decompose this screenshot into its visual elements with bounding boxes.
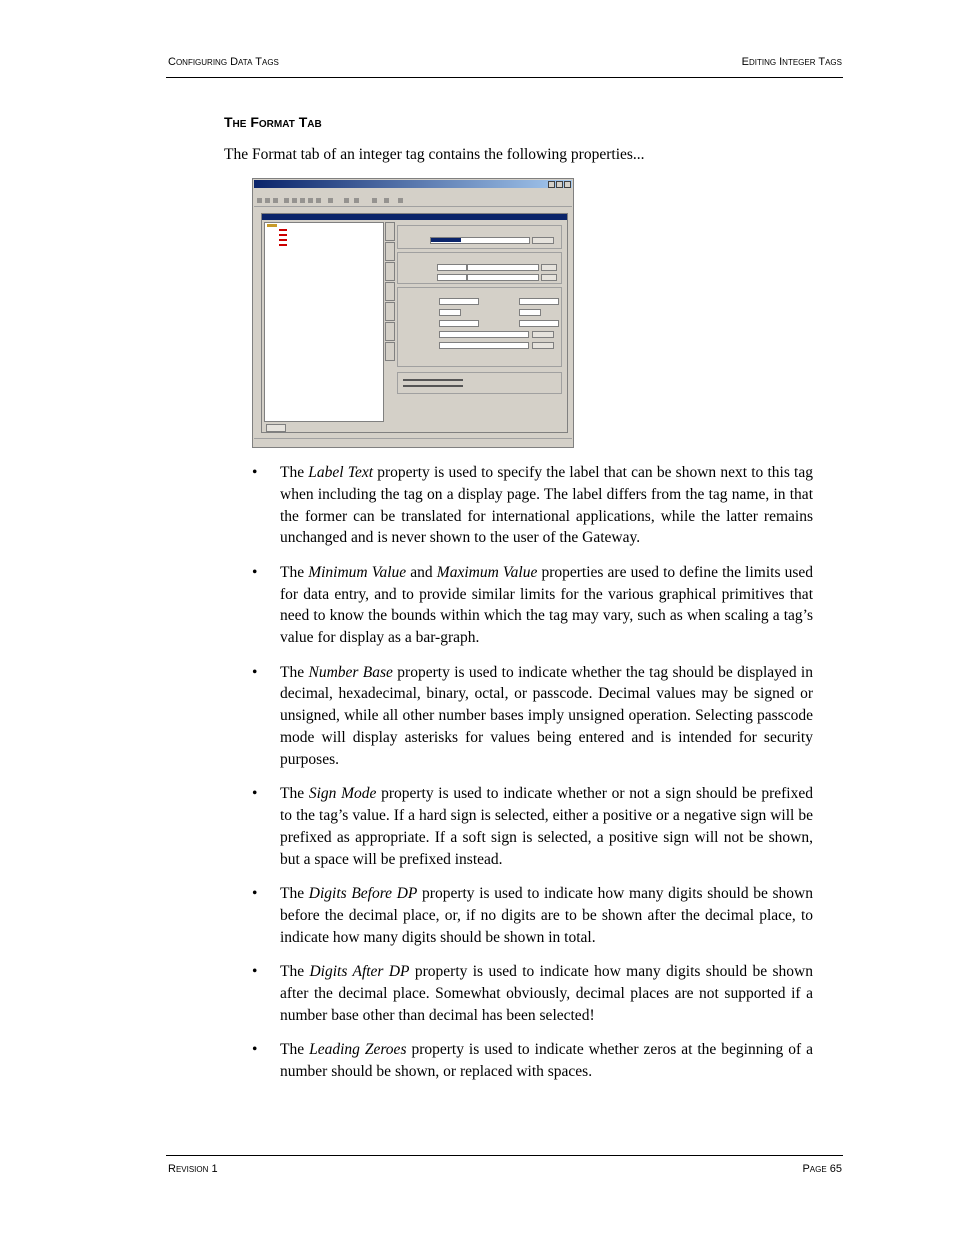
section-title: The Format Tab (224, 114, 322, 130)
property-list (252, 462, 813, 1095)
list-item: • The Digits Before DP property is used to indicate how many digits should be shown before the decimal place, or, if no digits are to be shown after the decimal place, to indicate how many digits should be shown in total. (252, 883, 813, 948)
list-item: • The Digits After DP property is used to indicate how many digits should be shown after the decimal place. Somewhat obviously, decimal places are not supported if a number base other than decimal has been selected! (252, 961, 813, 1026)
translate-button (532, 237, 554, 244)
tag-tree (264, 222, 384, 422)
examples-group (397, 372, 562, 394)
list-item: • The Leading Zeroes property is used to indicate whether zeros at the beginning of a number should be shown, or replaced with spaces. (252, 1039, 813, 1083)
format-form (397, 222, 562, 422)
header-rule (166, 77, 843, 78)
vertical-tabs (385, 222, 395, 362)
footer-page-number: Page 65 (802, 1163, 842, 1175)
list-item: • The Minimum Value and Maximum Value properties are used to define the limits used for data entry, and to provide similar limits for the various graphical primitives that need to know the bounds within which the tag may vary, such as when scaling a tag’s value for display as a bar-graph. (252, 562, 813, 649)
toolbar (254, 196, 572, 207)
panel-titlebar (262, 214, 567, 220)
minimize-icon (548, 181, 555, 188)
footer-rule (166, 1155, 843, 1156)
header-right: Editing Integer Tags (741, 56, 842, 68)
intro-text: The Format tab of an integer tag contains the following properties... (224, 146, 645, 163)
footer-revision: Revision 1 (168, 1163, 218, 1175)
list-item: • The Number Base property is used to indicate whether the tag should be displayed in decimal, hexadecimal, binary, octal, or passcode. Decimal values may be signed or unsigned, while all other number bases imply unsigned operation. Selecting passcode mode will display asterisks for values being entered and is intended for security purposes. (252, 662, 813, 771)
screenshot-figure (252, 178, 574, 448)
close-icon (564, 181, 571, 188)
window-buttons (548, 181, 571, 188)
close-button (266, 424, 286, 432)
status-bar (254, 438, 572, 446)
list-item: • The Label Text property is used to specify the label that can be shown next to this tag when including the tag on a display page. The label differs from the tag name, in that the former can be translated for international applications, while the latter remains unchanged and is never shown to the user of the Gateway. (252, 462, 813, 549)
header-left: Configuring Data Tags (168, 56, 279, 68)
data-tags-panel (261, 213, 568, 433)
list-item: • The Sign Mode property is used to indicate whether or not a sign should be prefixed to the tag’s value. If a hard sign is selected, either a positive or a negative sign will be prefixed as appropriate. If a soft sign is selected, a positive sign will not be shown, but a space will be prefixed instead. (252, 783, 813, 870)
maximize-icon (556, 181, 563, 188)
window-titlebar (254, 180, 572, 188)
